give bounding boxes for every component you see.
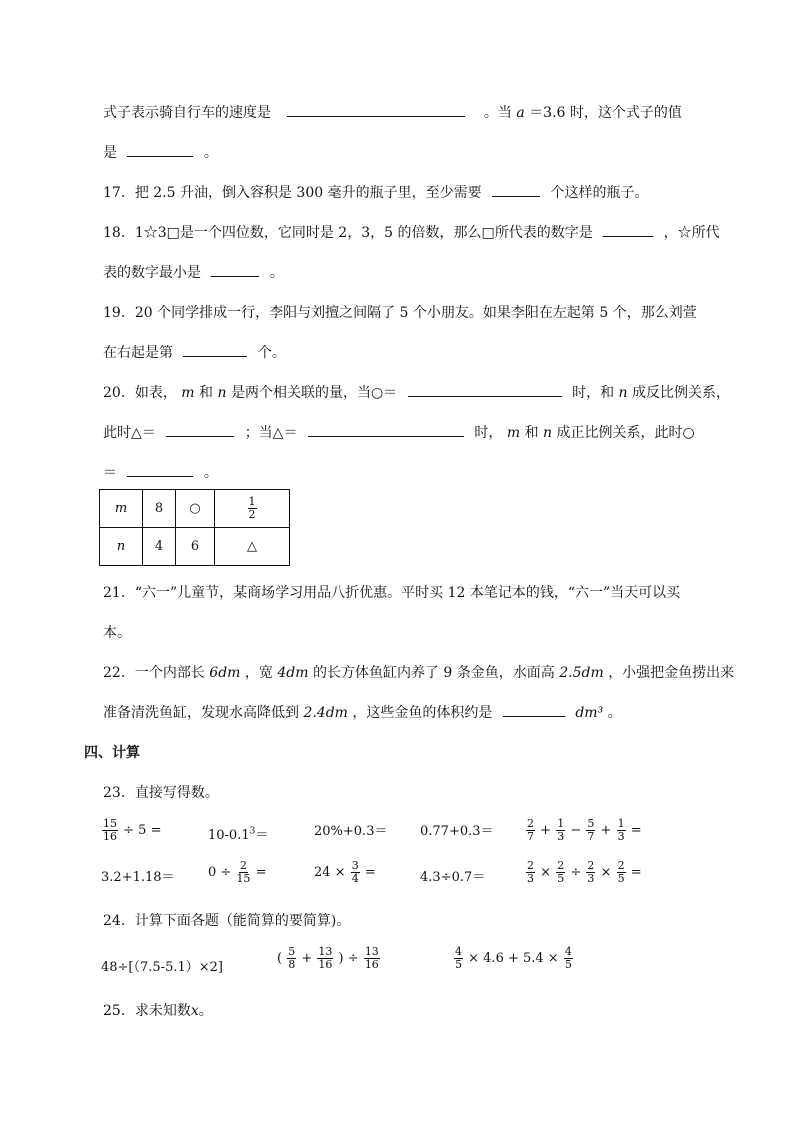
calc-item <box>101 818 161 843</box>
question-23 <box>103 782 219 802</box>
text: 是 <box>103 145 117 161</box>
numerator: 2 <box>557 859 565 872</box>
calc-item <box>277 946 381 971</box>
calc-item <box>420 866 485 885</box>
text: 20%+0.3＝ <box>314 824 388 839</box>
text: 时， <box>474 425 503 441</box>
fraction <box>454 946 463 971</box>
q16-line2 <box>103 142 218 162</box>
denominator: 5 <box>557 872 565 885</box>
fraction <box>526 860 535 885</box>
denominator: 5 <box>617 872 625 885</box>
text: ，☆所代 <box>663 225 720 241</box>
calc-item <box>420 820 494 839</box>
text: 准备清洗鱼缸，发现水高降低到 <box>103 705 299 721</box>
denominator: 15 <box>236 872 251 885</box>
question-19-line2 <box>103 342 286 362</box>
numerator: 2 <box>587 859 595 872</box>
operator: = <box>630 865 642 880</box>
denominator: 8 <box>288 958 296 971</box>
answer-blank[interactable] <box>127 462 193 477</box>
answer-blank[interactable] <box>408 382 562 397</box>
mn-table <box>99 489 290 566</box>
answer-blank[interactable] <box>127 142 193 157</box>
text: 20．如表， <box>103 385 177 401</box>
question-20-line2 <box>103 422 695 442</box>
calc-item <box>208 824 268 843</box>
denominator: 16 <box>318 958 333 971</box>
text: 48÷[（7.5-5.1）×2] <box>101 960 223 975</box>
text: 24 × <box>314 865 346 880</box>
text: 。 <box>607 705 622 721</box>
text: 本。 <box>103 625 131 641</box>
text: ＝ <box>255 828 269 843</box>
denominator: 3 <box>557 830 565 843</box>
question-22 <box>103 662 734 682</box>
answer-blank[interactable] <box>308 422 464 437</box>
table-cell: 4 <box>143 528 176 566</box>
text: 17．把 2.5 升油，倒入容积是 300 毫升的瓶子里，至少需要 <box>103 185 482 201</box>
text: 18．1☆3□是一个四位数，它同时是 2，3，5 的倍数，那么□所代表的数字是 <box>103 225 593 241</box>
text: × 4.6 + 5.4 × <box>468 951 559 966</box>
fraction <box>617 818 626 843</box>
question-20 <box>103 382 730 402</box>
text: 式子表示骑自行车的速度是 <box>103 105 271 121</box>
numerator: 2 <box>527 817 534 830</box>
variable-x: x <box>190 1003 199 1019</box>
text: 和 <box>524 425 539 441</box>
operator: = <box>255 865 267 880</box>
denominator: 7 <box>527 830 534 843</box>
operator: = <box>630 823 642 838</box>
denominator: 16 <box>364 958 379 971</box>
table-row <box>100 528 290 566</box>
text: 表的数字最小是 <box>103 265 201 281</box>
question-25 <box>103 1000 213 1020</box>
table-cell: m <box>100 490 143 528</box>
denominator: 3 <box>617 830 625 843</box>
question-22-line2 <box>103 702 622 722</box>
fraction <box>351 860 360 885</box>
question-21 <box>103 582 680 602</box>
calc-item <box>101 956 223 975</box>
text: 在右起是第 <box>103 345 173 361</box>
variable-a: a <box>516 105 525 121</box>
table-cell: 6 <box>176 528 215 566</box>
question-18 <box>103 222 720 242</box>
text: ，宽 <box>244 665 273 681</box>
text: ＝3.6 时，这个式子的值 <box>529 105 682 121</box>
fraction <box>317 946 333 971</box>
text: 24．计算下面各题（能简算的要简算)。 <box>103 913 351 929</box>
text: 25．求未知数 <box>103 1003 191 1019</box>
numerator: 2 <box>239 859 247 872</box>
exponent: 3 <box>249 826 256 837</box>
question-21-line2 <box>103 622 131 642</box>
denominator: 3 <box>587 872 595 885</box>
operator: ( <box>277 951 283 966</box>
fraction <box>556 860 565 885</box>
text: 23．直接写得数。 <box>103 785 219 801</box>
text: 。 <box>269 265 284 281</box>
operator: × <box>600 865 612 880</box>
question-20-line3 <box>103 462 218 482</box>
answer-blank[interactable] <box>166 422 234 437</box>
denominator: 2 <box>248 508 256 521</box>
text: ＝ <box>103 465 117 481</box>
variable-m: m <box>506 425 521 441</box>
operator: × <box>540 865 552 880</box>
numerator: 5 <box>288 945 296 958</box>
calc-item <box>453 946 574 971</box>
variable-n: n <box>217 385 227 401</box>
width-value: 4dm <box>277 665 309 681</box>
numerator: 1 <box>617 817 625 830</box>
numerator: 15 <box>103 817 117 830</box>
fraction <box>564 946 573 971</box>
operator: = <box>364 865 376 880</box>
table-row <box>100 490 290 528</box>
text: 21．“六一”儿童节，某商场学习用品八折优惠。平时买 12 本笔记本的钱，“六一”当天可以买 <box>103 585 681 601</box>
text: 成反比例关系， <box>632 385 731 401</box>
question-18-line2 <box>103 262 284 282</box>
table-cell: △ <box>215 528 290 566</box>
text: 的长方体鱼缸内养了 9 条金鱼，水面高 <box>312 665 555 681</box>
denominator: 7 <box>587 830 595 843</box>
calc-item <box>101 866 175 885</box>
calc-item <box>525 818 642 843</box>
text: 是两个相关联的量，当○＝ <box>230 385 398 401</box>
text: ，这些金鱼的体积约是 <box>352 705 493 721</box>
table-cell: ○ <box>176 490 215 528</box>
text: 和 <box>199 385 214 401</box>
numerator: 1 <box>248 495 256 508</box>
fraction <box>586 818 595 843</box>
calc-item <box>208 860 266 885</box>
text: 成正比例关系，此时○ <box>556 425 695 441</box>
fraction <box>364 946 380 971</box>
text: 此时△＝ <box>103 425 156 441</box>
fraction <box>248 496 257 521</box>
calc-item <box>314 820 387 839</box>
answer-blank[interactable] <box>503 702 565 717</box>
numerator: 5 <box>587 817 595 830</box>
text: 22．一个内部长 <box>103 665 205 681</box>
text: 时，和 <box>572 385 615 401</box>
text: ，小强把金鱼捞出来 <box>608 665 735 681</box>
q16-line1 <box>103 102 682 122</box>
height-value: 2.4dm <box>303 705 348 721</box>
answer-blank[interactable] <box>492 182 540 197</box>
text: 4.3÷0.7＝ <box>420 870 486 885</box>
text: 3.2+1.18＝ <box>101 870 175 885</box>
answer-blank[interactable] <box>183 342 247 357</box>
numerator: 2 <box>617 859 625 872</box>
fraction <box>236 860 250 885</box>
text: 。 <box>203 145 218 161</box>
fraction <box>617 860 626 885</box>
length-value: 6dm <box>209 665 241 681</box>
table-cell-fraction <box>215 490 290 528</box>
table-cell: 8 <box>143 490 176 528</box>
text: 10-0.1 <box>208 828 250 843</box>
calc-item <box>314 860 376 885</box>
calc-item <box>525 860 642 885</box>
operator: − <box>570 823 582 838</box>
fraction <box>526 818 535 843</box>
answer-blank[interactable] <box>287 102 465 117</box>
height-value: 2.5dm <box>559 665 604 681</box>
denominator: 5 <box>564 958 572 971</box>
question-17 <box>103 182 649 202</box>
text: 19．20 个同学排成一行，李阳与刘擅之间隔了 5 个小朋友。如果李阳在左起第 5 个，那么刘萱 <box>103 305 697 321</box>
variable-n: n <box>618 385 628 401</box>
answer-blank[interactable] <box>603 222 653 237</box>
numerator: 3 <box>351 859 359 872</box>
numerator: 2 <box>527 859 534 872</box>
operator: + <box>600 823 612 838</box>
text: 0.77+0.3＝ <box>420 824 494 839</box>
table-cell: n <box>100 528 143 566</box>
text: 0 ÷ <box>208 865 232 880</box>
question-24 <box>103 910 350 930</box>
variable-m: m <box>181 385 195 401</box>
numerator: 13 <box>318 945 333 958</box>
text: 。当 <box>483 105 512 121</box>
answer-blank[interactable] <box>211 262 259 277</box>
denominator: 3 <box>527 872 534 885</box>
numerator: 4 <box>455 945 462 958</box>
text: 。 <box>198 1003 213 1019</box>
operator: + <box>301 951 313 966</box>
text: ；当△＝ <box>244 425 298 441</box>
fraction <box>556 818 565 843</box>
fraction <box>102 818 118 843</box>
variable-n: n <box>543 425 553 441</box>
unit: dm³ <box>575 705 604 721</box>
denominator: 4 <box>351 872 359 885</box>
question-19 <box>103 302 697 322</box>
text: 个。 <box>257 345 286 361</box>
section-heading: 四、计算 <box>84 745 140 761</box>
operator: + <box>540 823 552 838</box>
text: 个这样的瓶子。 <box>550 185 649 201</box>
operator: ) <box>338 951 344 966</box>
fraction <box>586 860 595 885</box>
numerator: 13 <box>364 945 379 958</box>
denominator: 16 <box>103 830 117 843</box>
numerator: 4 <box>564 945 572 958</box>
operator: ÷ <box>347 951 359 966</box>
text: 。 <box>203 465 218 481</box>
fraction <box>287 946 296 971</box>
numerator: 1 <box>557 817 565 830</box>
operator: ÷ <box>570 865 582 880</box>
text: ÷ 5 = <box>123 823 162 838</box>
denominator: 5 <box>455 958 462 971</box>
